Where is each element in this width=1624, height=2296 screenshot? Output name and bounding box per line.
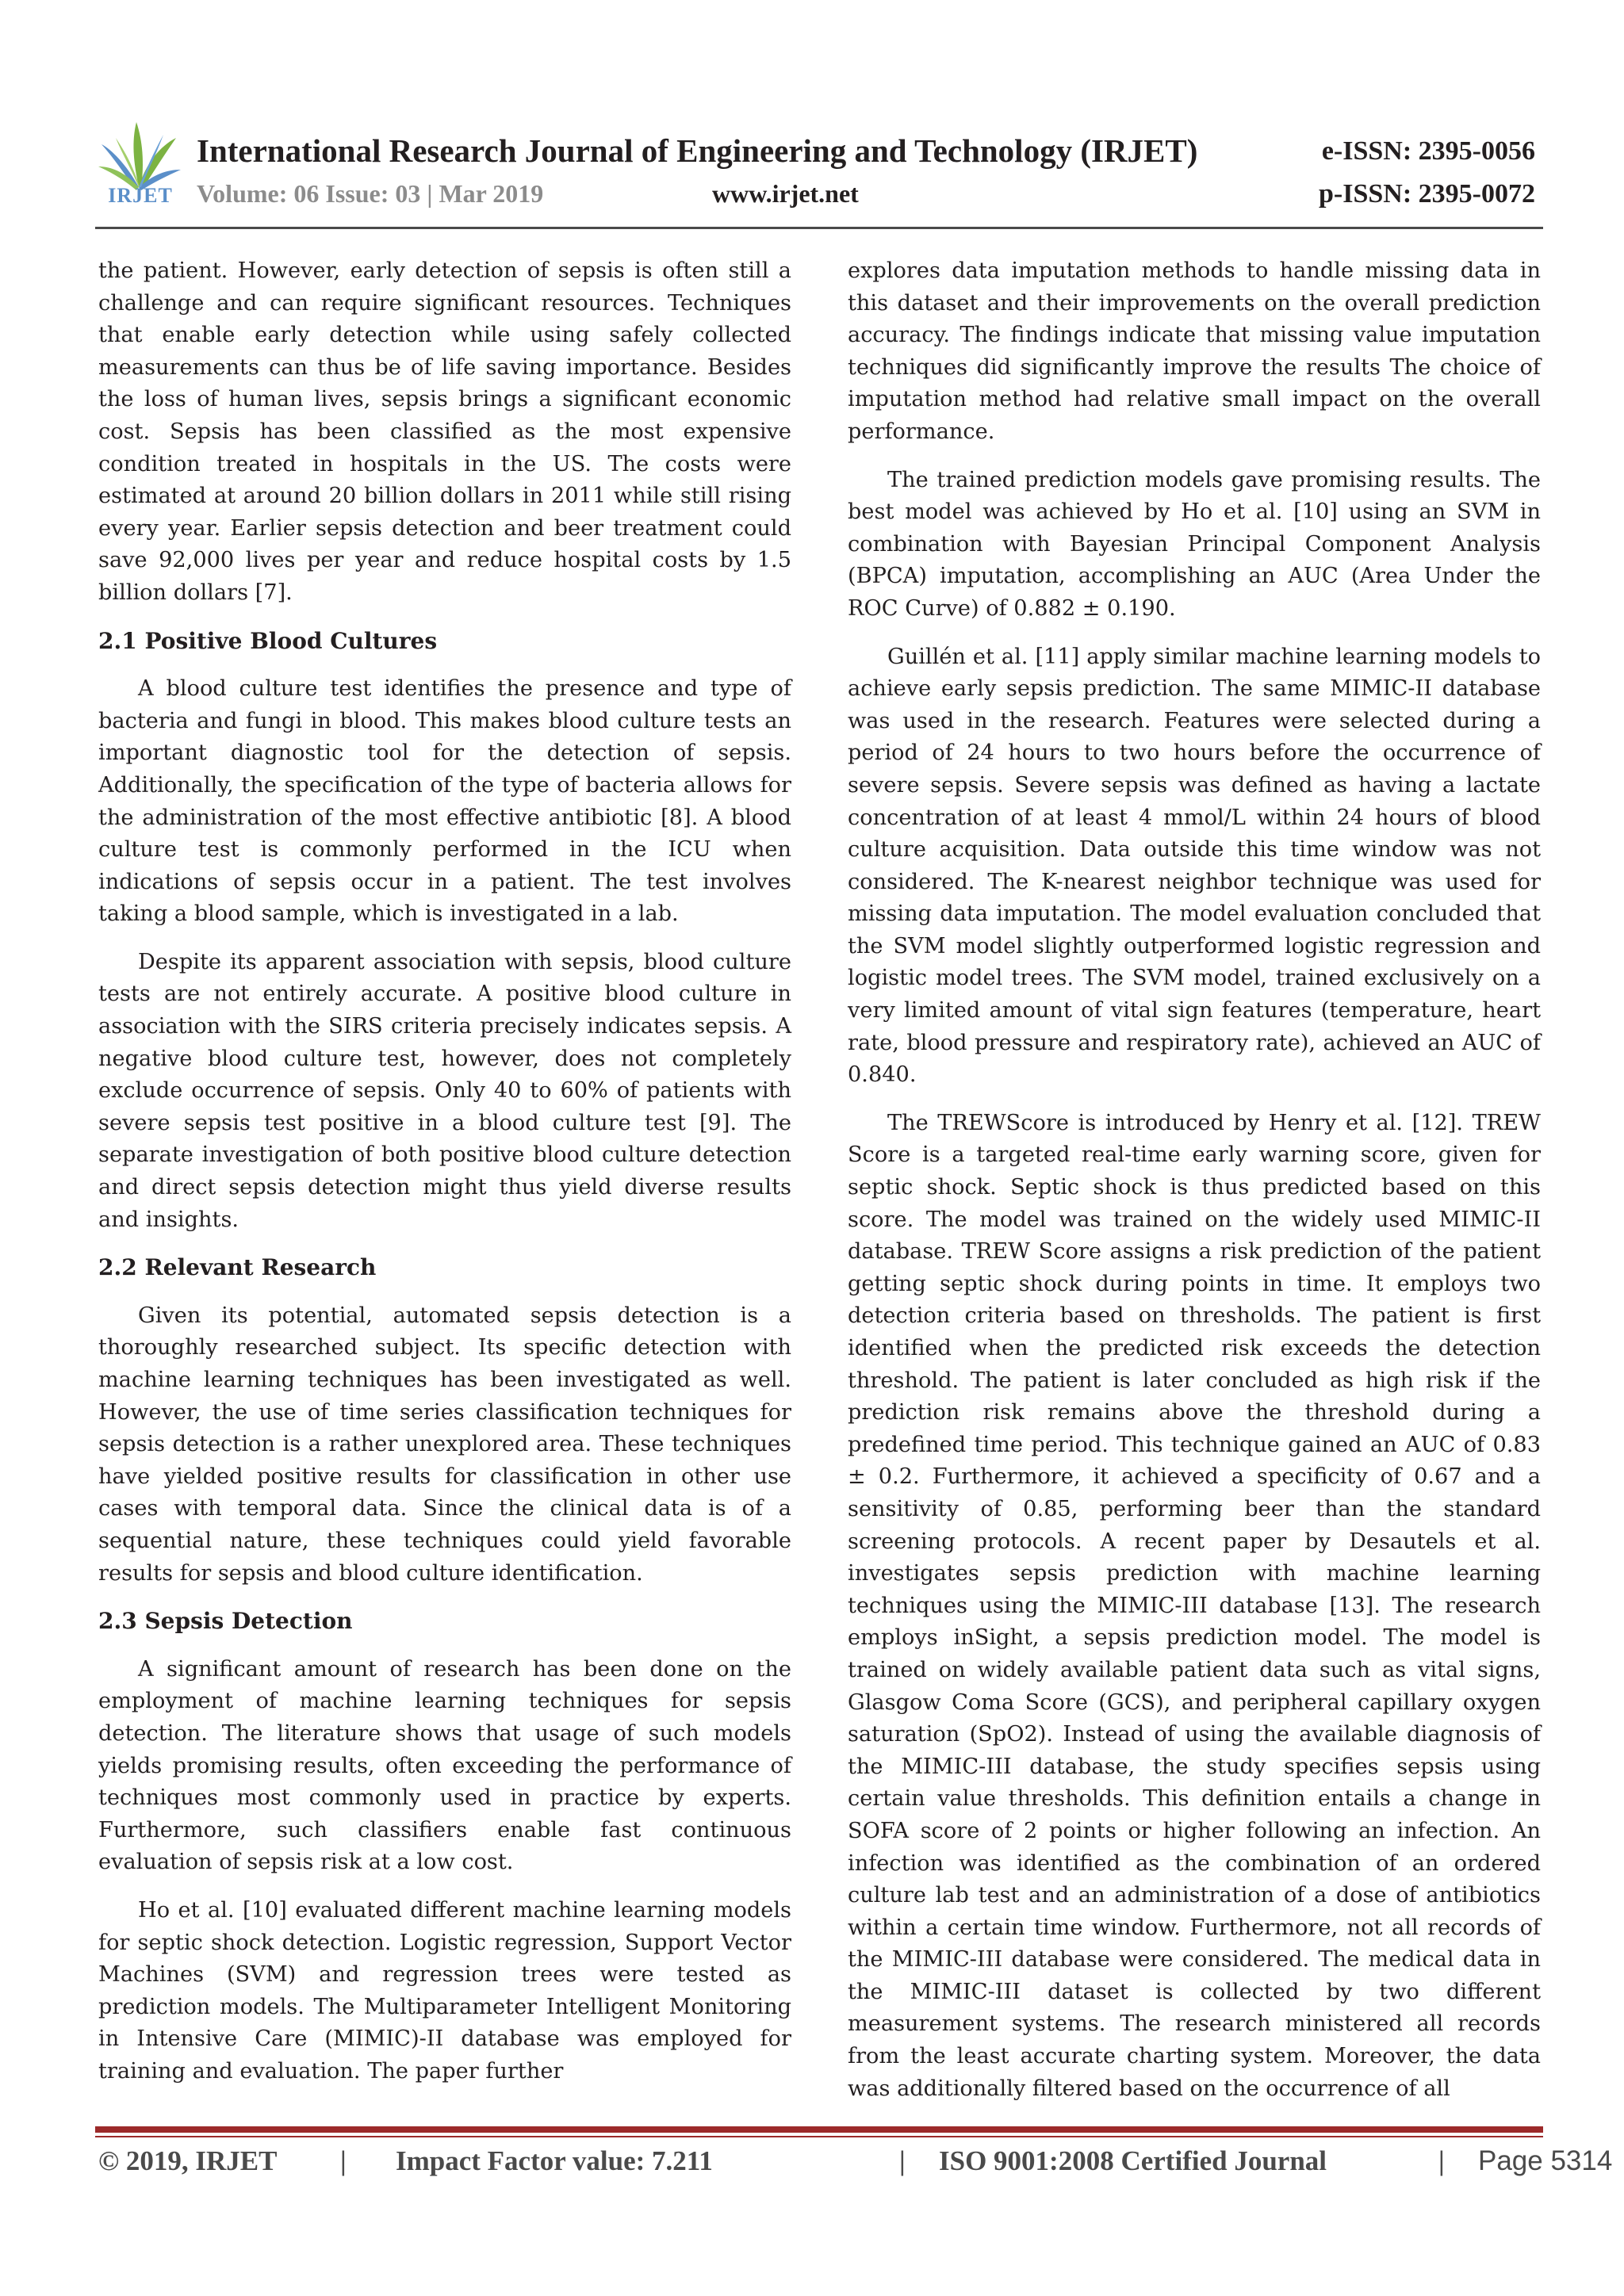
paragraph: A blood culture test identifies the presence and type of bacteria and fungi in blood. This makes blood culture tests an important diagnostic tool for the detection of sepsis. Additionally, the specification of the type of bacteria allows for the administration of the most effective antibiotic [8]. A blood culture test is commonly performed in the ICU when indications of sepsis occur in a patient. The test involves taking a blood sample, which is investigated in a lab.: [98, 676, 791, 927]
paragraph: Given its potential, automated sepsis detection is a thoroughly researched subject. Its specific detection with machine learning techniques has been investigated as well. However, the use of time series classification techniques for sepsis detection is a rather unexplored area. These techniques have yielded positive results for classification in other use cases with temporal data. Since the clinical data is of a sequential nature, these techniques could yield favorable results for sepsis and blood culture identification.: [98, 1303, 791, 1586]
footer-divider-thick: [95, 2126, 1543, 2133]
copyright: © 2019, IRJET: [98, 2145, 278, 2176]
impact-factor: Impact Factor value: 7.211: [396, 2145, 713, 2176]
e-issn: e-ISSN: 2395-0056: [1321, 136, 1535, 166]
paragraph: The trained prediction models gave promising results. The best model was achieved by Ho et al. [10] using an SVM in combination with Bayesian Principal Component Analysis (BPCA) imputation, accomplishing an AUC (Area Under the ROC Curve) of 0.882 ± 0.190.: [848, 467, 1541, 621]
website-link[interactable]: www.irjet.net: [712, 179, 859, 208]
paragraph: Guillén et al. [11] apply similar machine learning models to achieve early sepsis prediction. The same MIMIC-II database was used in the research. Features were selected during a period of 24 hours to two hours before the occurrence of severe sepsis. Severe sepsis was defined as having a lactate concentration of at least 4 mmol/L within 24 hours of blood culture acquisition. Data outside this time window was not considered. The K-nearest neighbor technique was used for missing data imputation. The model evaluation concluded that the SVM model slightly outperformed logistic regression and logistic model trees. The SVM model, trained exclusively on a very limited amount of vital sign features (temperature, heart rate, blood pressure and respiratory rate), achieved an AUC of 0.840.: [848, 644, 1541, 1088]
paragraph: A significant amount of research has been done on the employment of machine learning techniques for sepsis detection. The literature shows that usage of such models yields promising results, often exceeding the performance of techniques most commonly used in practice by experts. Furthermore, such classifiers enable fast continuous evaluation of sepsis risk at a low cost.: [98, 1656, 791, 1875]
paragraph: The TREWScore is introduced by Henry et al. [12]. TREW Score is a targeted real-time early warning score, given for septic shock. Septic shock is thus predicted based on this score. The model was trained on the widely used MIMIC-II database. TREW Score assigns a risk prediction of the patient getting septic shock during points in time. It employs two detection criteria based on thresholds. The patient is first identified when the predicted risk exceeds the detection threshold. The patient is later concluded as high risk if the prediction risk remains above the threshold during a predefined time period. This technique gained an AUC of 0.83 ± 0.2. Furthermore, it achieved a specificity of 0.67 and a sensitivity of 0.85, performing beer than the standard screening protocols. A recent paper by Desautels et al. investigates sepsis prediction with machine learning techniques using the MIMIC-III database [13]. The research employs inSight, a sepsis prediction model. The model is trained on widely available patient data such as vital signs, Glasgow Coma Score (GCS), and peripheral capillary oxygen saturation (SpO2). Instead of using the available diagnosis of the MIMIC-III database, the study specifies sepsis using certain value thresholds. This definition entails a change in SOFA score of 2 points or higher following an infection. An infection was identified as the combination of an ordered culture lab test and an administration of a dose of antibiotics within a certain time window. Furthermore, not all records of the MIMIC-III database were considered. The medical data in the MIMIC-III dataset is collected by two different measurement systems. The research ministered all records from the least accurate charting system. Moreover, the data was additionally filtered based on the occurrence of all: [848, 1110, 1541, 2101]
journal-title: International Research Journal of Engineering and Technology (IRJET): [197, 132, 1198, 169]
page-number: Page 5314: [1478, 2145, 1613, 2176]
right-column: [848, 255, 1541, 2121]
iso-certification: ISO 9001:2008 Certified Journal: [939, 2145, 1327, 2176]
volume-issue: Volume: 06 Issue: 03 | Mar 2019: [197, 179, 544, 208]
paragraph: the patient. However, early detection of sepsis is often still a challenge and can require significant resources. Techniques that enable early detection while using safely collected measurements can thus be of life saving importance. Besides the loss of human lives, sepsis brings a significant economic cost. Sepsis has been classified as the most expensive condition treated in hospitals in the US. The costs were estimated at around 20 billion dollars in 2011 while still rising every year. Earlier sepsis detection and beer treatment could save 92,000 lives per year and reduce hospital costs by 1.5 billion dollars [7].: [98, 258, 791, 605]
footer-separator: |: [1438, 2145, 1445, 2176]
paragraph: Despite its apparent association with sepsis, blood culture tests are not entirely accurate. A positive blood culture in association with the SIRS criteria precisely indicates sepsis. A negative blood culture test, however, does not completely exclude occurrence of sepsis. Only 40 to 60% of patients with severe sepsis test positive in a blood culture test [9]. The separate investigation of both positive blood culture detection and direct sepsis detection might thus yield diverse results and insights.: [98, 949, 791, 1232]
section-heading: 2.3 Sepsis Detection: [98, 1608, 353, 1635]
paragraph: explores data imputation methods to handle missing data in this dataset and their improvements on the overall prediction accuracy. The findings indicate that missing value imputation techniques did significantly improve the results The choice of imputation method had relative small impact on the overall performance.: [848, 258, 1541, 444]
logo-text: IRJET: [108, 184, 173, 207]
p-issn: p-ISSN: 2395-0072: [1319, 179, 1535, 209]
paragraph: Ho et al. [10] evaluated different machine learning models for septic shock detection. Logistic regression, Support Vector Machines (SVM) and regression trees were tested as prediction models. The Multiparameter Intelligent Monitoring in Intensive Care (MIMIC)-II database was employed for training and evaluation. The paper further: [98, 1897, 791, 2084]
footer-divider-thin: [95, 2136, 1543, 2137]
left-column: [98, 255, 791, 2103]
section-heading: 2.1 Positive Blood Cultures: [98, 627, 438, 654]
footer-separator: |: [340, 2145, 347, 2176]
footer-separator: |: [899, 2145, 906, 2176]
section-heading: 2.2 Relevant Research: [98, 1254, 377, 1281]
footer: [98, 2145, 1613, 2185]
header-divider: [95, 227, 1543, 229]
